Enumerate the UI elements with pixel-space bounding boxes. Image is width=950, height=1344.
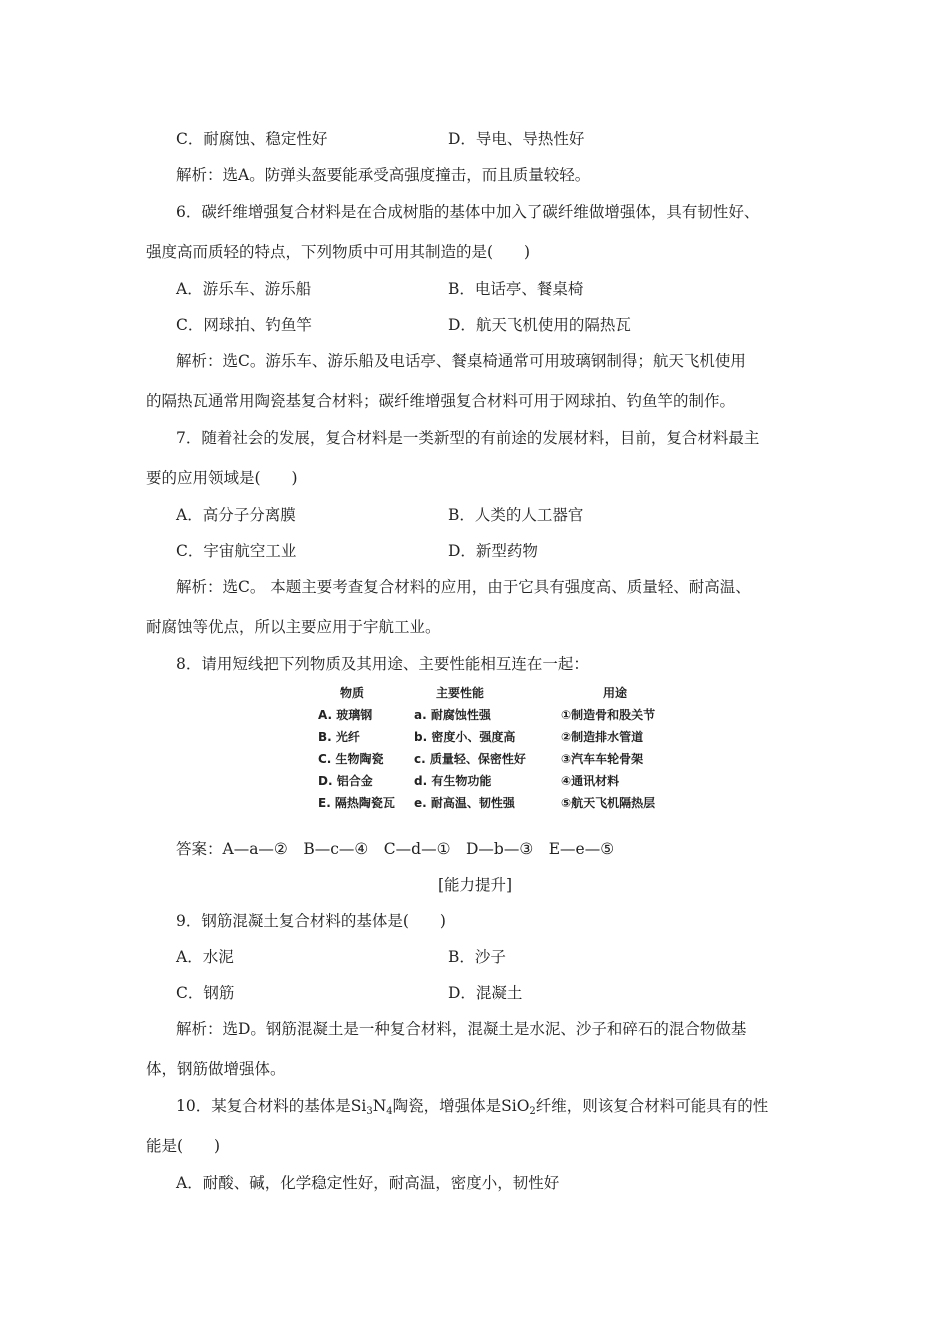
substance-cell: A. 玻璃钢 bbox=[318, 708, 373, 722]
substance-cell: E. 隔热陶瓷瓦 bbox=[318, 796, 395, 810]
matching-row bbox=[318, 728, 698, 750]
q5-option-d: D．导电、导热性好 bbox=[448, 130, 585, 148]
use-cell: ⑤航天飞机隔热层 bbox=[561, 796, 656, 810]
substance-cell: D. 铝合金 bbox=[318, 774, 373, 788]
q9-option-d: D．混凝土 bbox=[448, 984, 523, 1002]
property-cell: a. 耐腐蚀性强 bbox=[414, 708, 491, 722]
substance-cell: B. 光纤 bbox=[318, 730, 360, 744]
q8-stem: 8．请用短线把下列物质及其用途、主要性能相互连在一起： bbox=[176, 655, 589, 673]
q6-option-d: D．航天飞机使用的隔热瓦 bbox=[448, 316, 631, 334]
property-cell: e. 耐高温、韧性强 bbox=[414, 796, 515, 810]
q9-option-a: A．水泥 bbox=[176, 948, 234, 966]
q7-stem-line1: 7．随着社会的发展，复合材料是一类新型的有前途的发展材料，目前，复合材料最主 bbox=[176, 429, 760, 447]
q6-stem-line2: 强度高而质轻的特点，下列物质中可用其制造的是( ) bbox=[146, 243, 531, 261]
q9-analysis-line2: 体，钢筋做增强体。 bbox=[146, 1060, 286, 1078]
section-heading: [能力提升] bbox=[437, 876, 513, 894]
q6-option-a: A．游乐车、游乐船 bbox=[176, 280, 312, 298]
q7-option-c: C．宇宙航空工业 bbox=[176, 542, 297, 560]
q8-answer: 答案：A—a—② B—c—④ C—d—① D—b—③ E—e—⑤ bbox=[176, 840, 615, 858]
q9-option-c: C．钢筋 bbox=[176, 984, 235, 1002]
matching-row bbox=[318, 794, 698, 816]
substance-cell: C. 生物陶瓷 bbox=[318, 752, 384, 766]
q7-option-b: B．人类的人工器官 bbox=[448, 506, 584, 524]
q6-analysis-line2: 的隔热瓦通常用陶瓷基复合材料；碳纤维增强复合材料可用于网球拍、钓鱼竿的制作。 bbox=[146, 392, 736, 410]
q7-analysis-line1: 解析：选C。 本题主要考查复合材料的应用，由于它具有强度高、质量轻、耐高温、 bbox=[176, 578, 751, 596]
q6-option-b: B．电话亭、餐桌椅 bbox=[448, 280, 584, 298]
q7-stem-line2: 要的应用领域是( ) bbox=[146, 469, 298, 487]
q10-stem-line2: 能是( ) bbox=[146, 1137, 221, 1155]
header-substance: 物质 bbox=[340, 686, 365, 700]
q9-analysis-line1: 解析：选D。钢筋混凝土是一种复合材料，混凝土是水泥、沙子和碎石的混合物做基 bbox=[176, 1020, 747, 1038]
matching-row bbox=[318, 772, 698, 794]
use-cell: ④通讯材料 bbox=[561, 774, 620, 788]
q10-stem-line1: 10．某复合材料的基体是$Si_3N_4$陶瓷，增强体是SiO$_2$纤维，则该复合材料可能具有的性 bbox=[176, 1097, 769, 1117]
q10-option-a: A．耐酸、碱，化学稳定性好，耐高温，密度小，韧性好 bbox=[176, 1174, 560, 1192]
matching-row bbox=[318, 750, 698, 772]
q7-option-d: D．新型药物 bbox=[448, 542, 538, 560]
q7-option-a: A．高分子分离膜 bbox=[176, 506, 296, 524]
q5-option-c: C．耐腐蚀、稳定性好 bbox=[176, 130, 328, 148]
q9-stem: 9．钢筋混凝土复合材料的基体是( ) bbox=[176, 912, 446, 930]
header-use: 用途 bbox=[603, 686, 628, 700]
q6-option-c: C．网球拍、钓鱼竿 bbox=[176, 316, 312, 334]
header-property: 主要性能 bbox=[436, 686, 485, 700]
property-cell: d. 有生物功能 bbox=[414, 774, 492, 788]
property-cell: c. 质量轻、保密性好 bbox=[414, 752, 526, 766]
matching-table bbox=[318, 684, 698, 816]
q6-analysis-line1: 解析：选C。游乐车、游乐船及电话亭、餐桌椅通常可用玻璃钢制得；航天飞机使用 bbox=[176, 352, 746, 370]
use-cell: ①制造骨和股关节 bbox=[561, 708, 656, 722]
q5-analysis: 解析：选A。防弹头盔要能承受高强度撞击，而且质量较轻。 bbox=[176, 166, 591, 184]
q7-analysis-line2: 耐腐蚀等优点，所以主要应用于宇航工业。 bbox=[146, 618, 441, 636]
matching-table-header bbox=[318, 684, 698, 706]
q9-option-b: B．沙子 bbox=[448, 948, 506, 966]
use-cell: ②制造排水管道 bbox=[561, 730, 644, 744]
property-cell: b. 密度小、强度高 bbox=[414, 730, 516, 744]
q6-stem-line1: 6．碳纤维增强复合材料是在合成树脂的基体中加入了碳纤维做增强体，具有韧性好、 bbox=[176, 203, 760, 221]
use-cell: ③汽车车轮骨架 bbox=[561, 752, 644, 766]
matching-row bbox=[318, 706, 698, 728]
